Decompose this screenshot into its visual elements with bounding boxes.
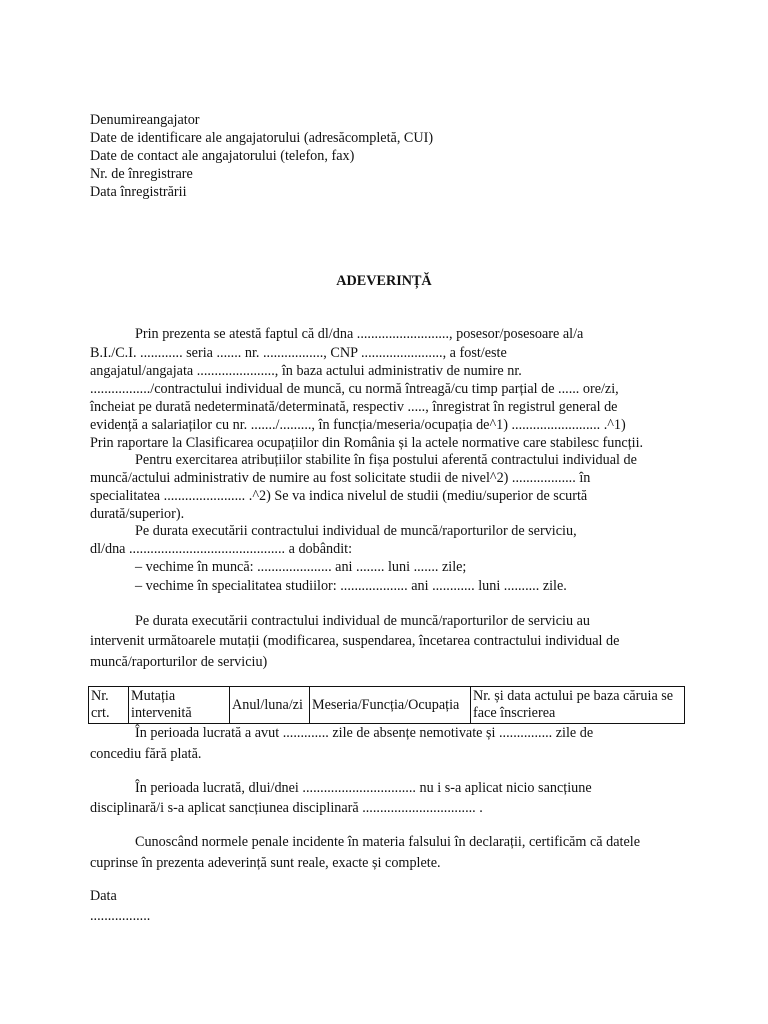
paragraph-line: În perioada lucrată a avut ............. zile de absențe nemotivate și ............... zile de <box>135 725 594 741</box>
table-header-cell-act: Nr. și data actului pe baza căruia se face înscrierea <box>471 687 685 724</box>
paragraph-line: evidență a salariaților cu nr. ......./........., în funcția/meseria/ocupația de^1) ......................... .^1) <box>90 417 626 433</box>
paragraph-line: disciplinară/i s-a aplicat sancțiunea disciplinară ................................ . <box>90 800 483 816</box>
date-value: ................. <box>90 908 151 924</box>
employer-name-line: Denumireangajator <box>90 112 200 128</box>
registration-date-line: Data înregistrării <box>90 184 187 200</box>
paragraph-line: durată/superior). <box>90 506 185 522</box>
table-header-cell-nr: Nr. crt. <box>89 687 129 724</box>
paragraph-line: muncă/raporturilor de serviciu) <box>90 654 268 670</box>
table-header-cell-mutation: Mutația intervenită <box>129 687 230 724</box>
mutations-table <box>88 686 685 724</box>
document-title: ADEVERINȚĂ <box>336 273 432 289</box>
date-label: Data <box>90 888 117 904</box>
paragraph-line: Pentru exercitarea atribuțiilor stabilite în fișa postului aferentă contractului individual de <box>135 452 637 468</box>
paragraph-line: ................./contractului individual de muncă, cu normă întreagă/cu timp parțial de ...... ore/zi, <box>90 381 619 397</box>
paragraph-line: Cunoscând normele penale incidente în materia falsului în declarații, certificăm că datele <box>135 834 641 850</box>
paragraph-line: încheiat pe durată nedeterminată/determinată, respectiv ....., înregistrat în registrul general de <box>90 399 618 415</box>
table-header-row <box>89 687 685 724</box>
table-header-cell-date: Anul/luna/zi <box>230 687 310 724</box>
paragraph-line: Prin prezenta se atestă faptul că dl/dna .........................., posesor/posesoare al/a <box>135 326 584 342</box>
paragraph-line: B.I./C.I. ............ seria ....... nr. ................., CNP ......................., a fost/este <box>90 345 507 361</box>
employer-contact-line: Date de contact ale angajatorului (telefon, fax) <box>90 148 355 164</box>
paragraph-line: Pe durata executării contractului individual de muncă/raporturilor de serviciu au <box>135 613 591 629</box>
paragraph-line: dl/dna ............................................ a dobândit: <box>90 541 353 557</box>
seniority-specialty-line: – vechime în specialitatea studiilor: ................... ani ............ luni .......... zile. <box>135 578 567 594</box>
paragraph-line: concediu fără plată. <box>90 746 202 762</box>
paragraph-line: Prin raportare la Clasificarea ocupațiilor din România și la actele normative care stabilesc funcții. <box>90 435 644 451</box>
table-header-cell-occupation: Meseria/Funcția/Ocupația <box>310 687 471 724</box>
registration-number-line: Nr. de înregistrare <box>90 166 193 182</box>
employer-identification-line: Date de identificare ale angajatorului (adresăcompletă, CUI) <box>90 130 434 146</box>
paragraph-line: specialitatea ....................... .^2) Se va indica nivelul de studii (mediu/superior de scurtă <box>90 488 588 504</box>
paragraph-line: În perioada lucrată, dlui/dnei ................................ nu i s-a aplicat nicio sancțiune <box>135 780 592 796</box>
paragraph-line: muncă/actului administrativ de numire au fost solicitate studii de nivel^2) .................. în <box>90 470 591 486</box>
seniority-work-line: – vechime în muncă: ..................... ani ........ luni ....... zile; <box>135 559 467 575</box>
paragraph-line: cuprinse în prezenta adeverință sunt reale, exacte și complete. <box>90 855 441 871</box>
paragraph-line: intervenit următoarele mutații (modificarea, suspendarea, încetarea contractului individual de <box>90 633 620 649</box>
paragraph-line: angajatul/angajata ......................, în baza actului administrativ de numire nr. <box>90 363 522 379</box>
paragraph-line: Pe durata executării contractului individual de muncă/raporturilor de serviciu, <box>135 523 577 539</box>
